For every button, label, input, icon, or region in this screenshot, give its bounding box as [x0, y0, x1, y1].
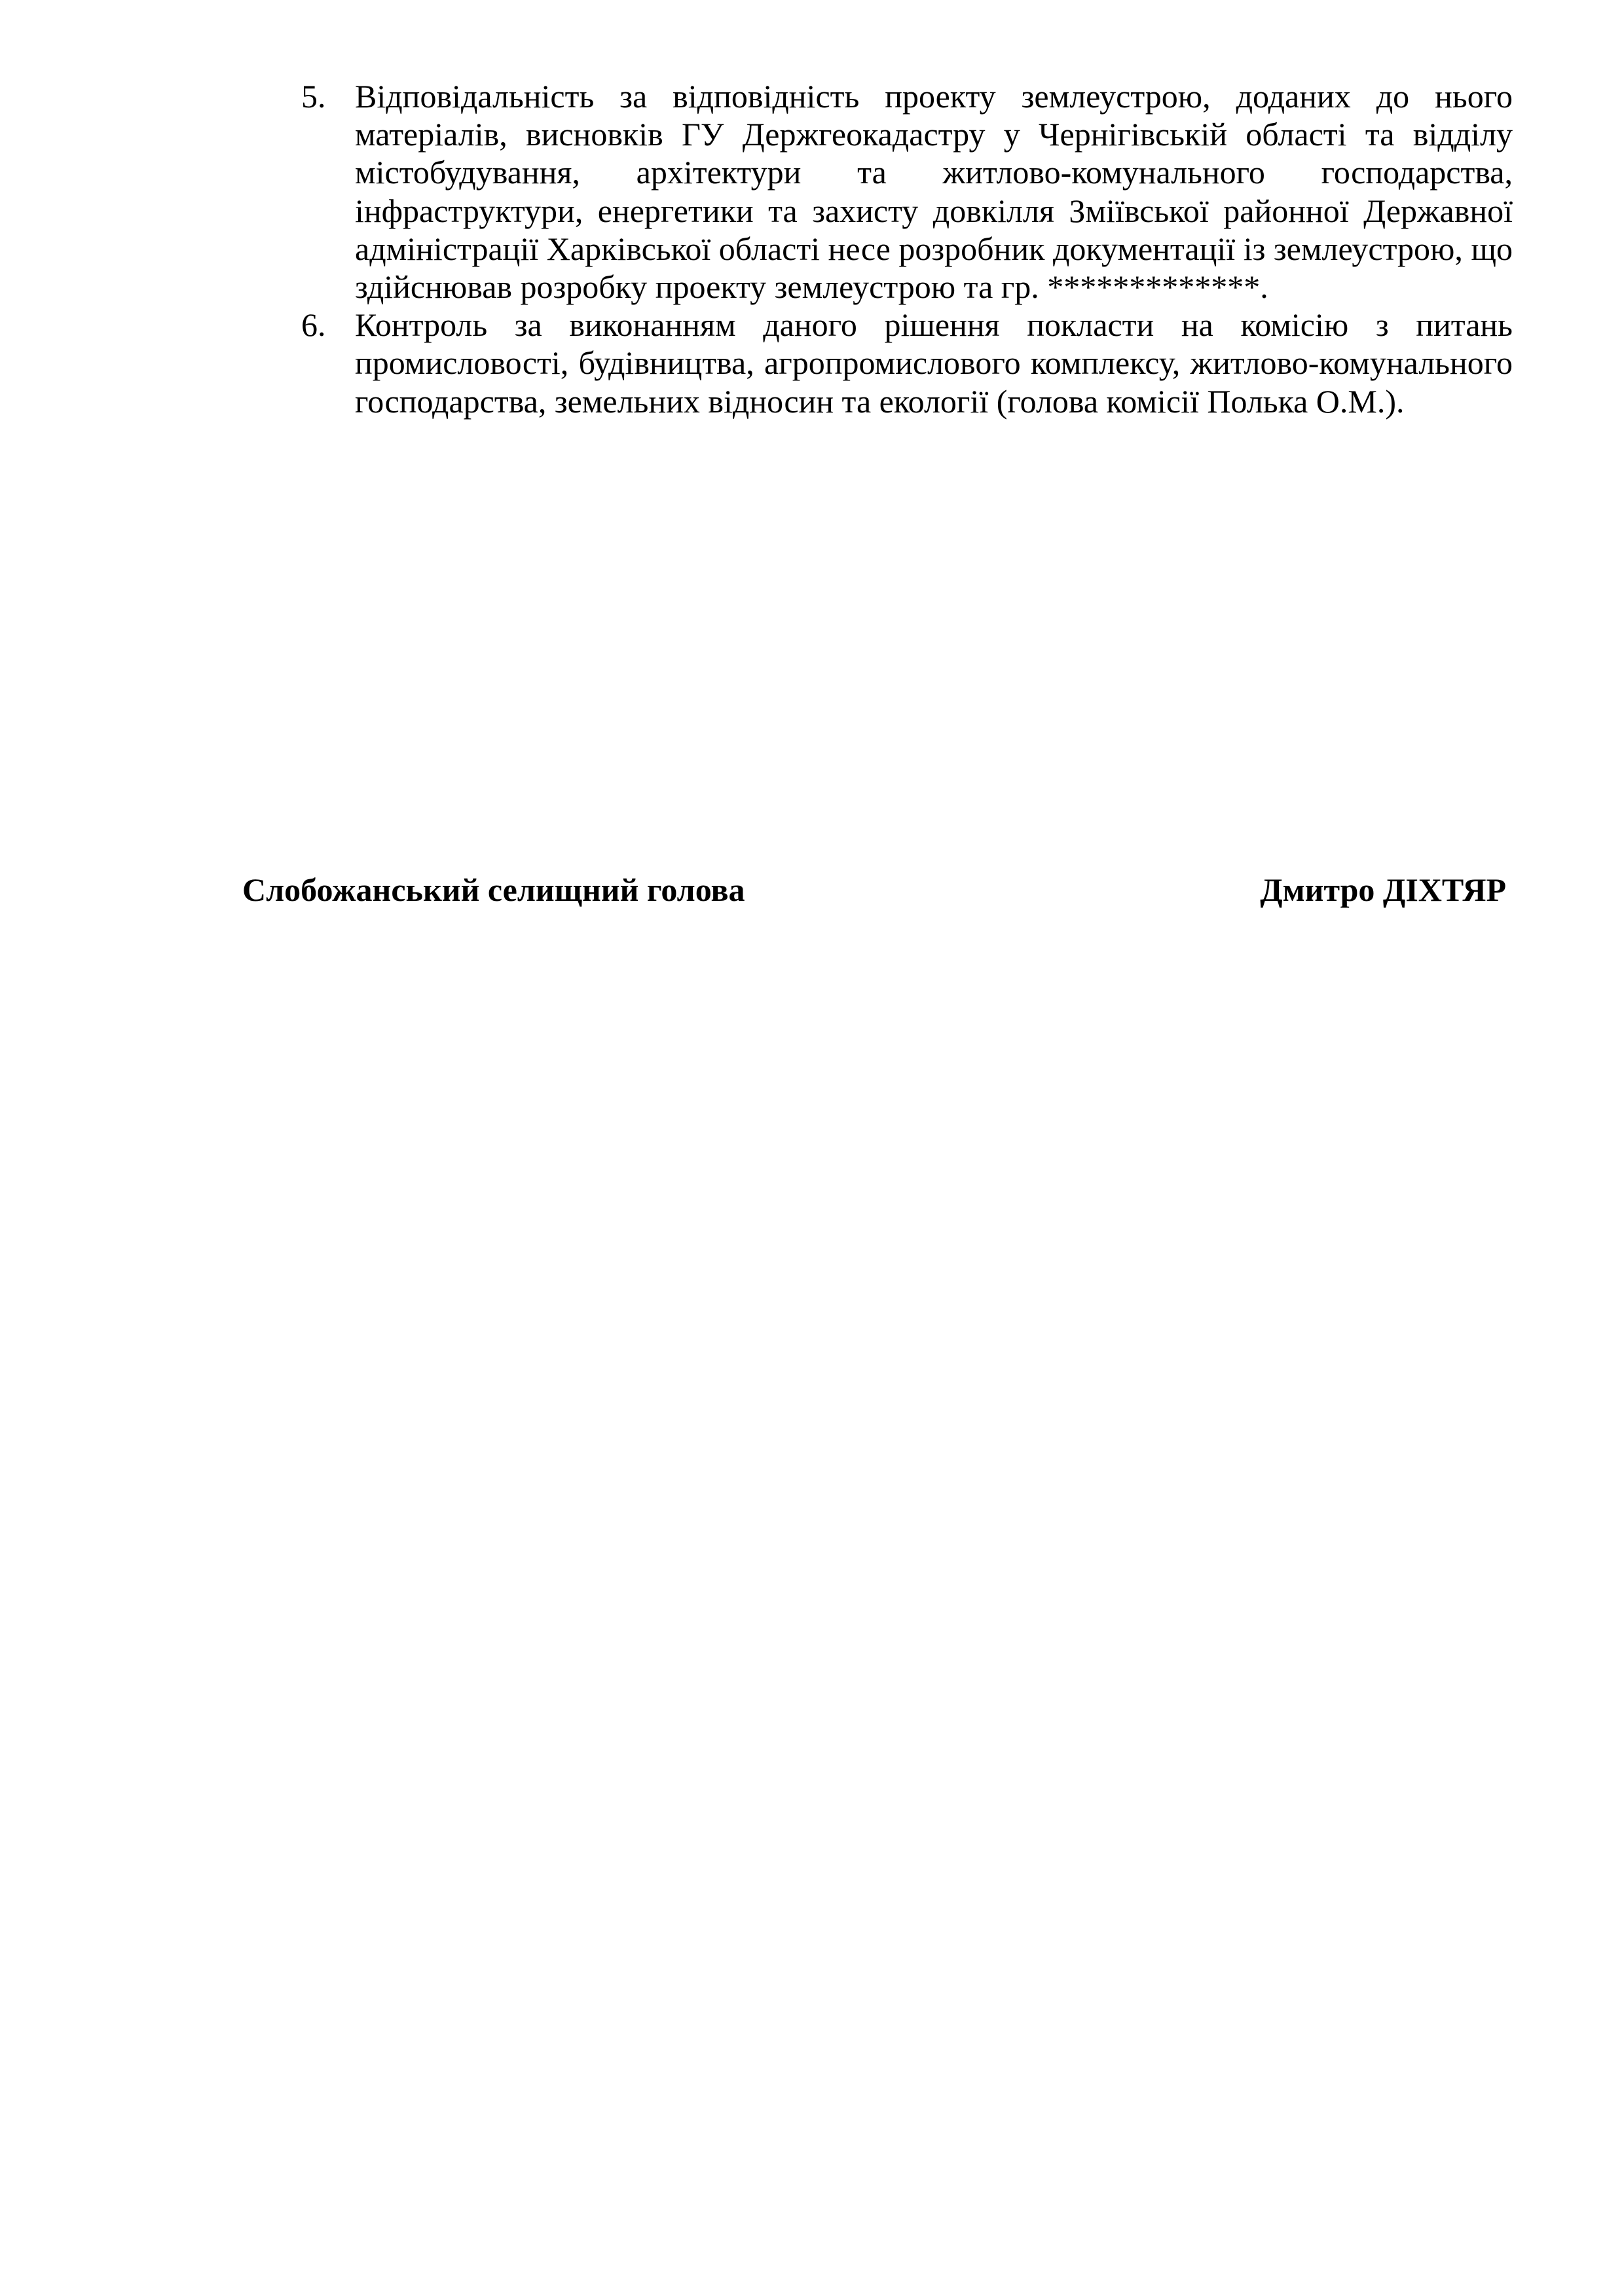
signature-name: Дмитро ДІХТЯР: [1260, 871, 1506, 908]
list-item: [301, 77, 1513, 306]
list-item-number: 5.: [301, 78, 326, 115]
list-item-text: Контроль за виконанням даного рішення покласти на комісію з питань промисловості, будівництва, агропромислового комплексу, житлово-комунального господарства, земельних відносин та екології (голова комісії Полька О.М.).: [355, 306, 1513, 420]
list-item-text: Відповідальність за відповідність проекту землеустрою, доданих до нього матеріалів, висновків ГУ Держгеокадастру у Чернігівській області та відділу містобудування, архітектури та житлово-комунального господарства, інфраструктури, енергетики та захисту довкілля Зміївської районної Державної адміністрації Харківської області несе розробник документації із землеустрою, що здійснював розробку проекту землеустрою та гр. *************.: [355, 78, 1513, 306]
list-item-number: 6.: [301, 306, 326, 344]
list-item: [301, 306, 1513, 420]
signature-title: Слобожанський селищний голова: [242, 871, 745, 908]
numbered-list: [301, 77, 1513, 420]
